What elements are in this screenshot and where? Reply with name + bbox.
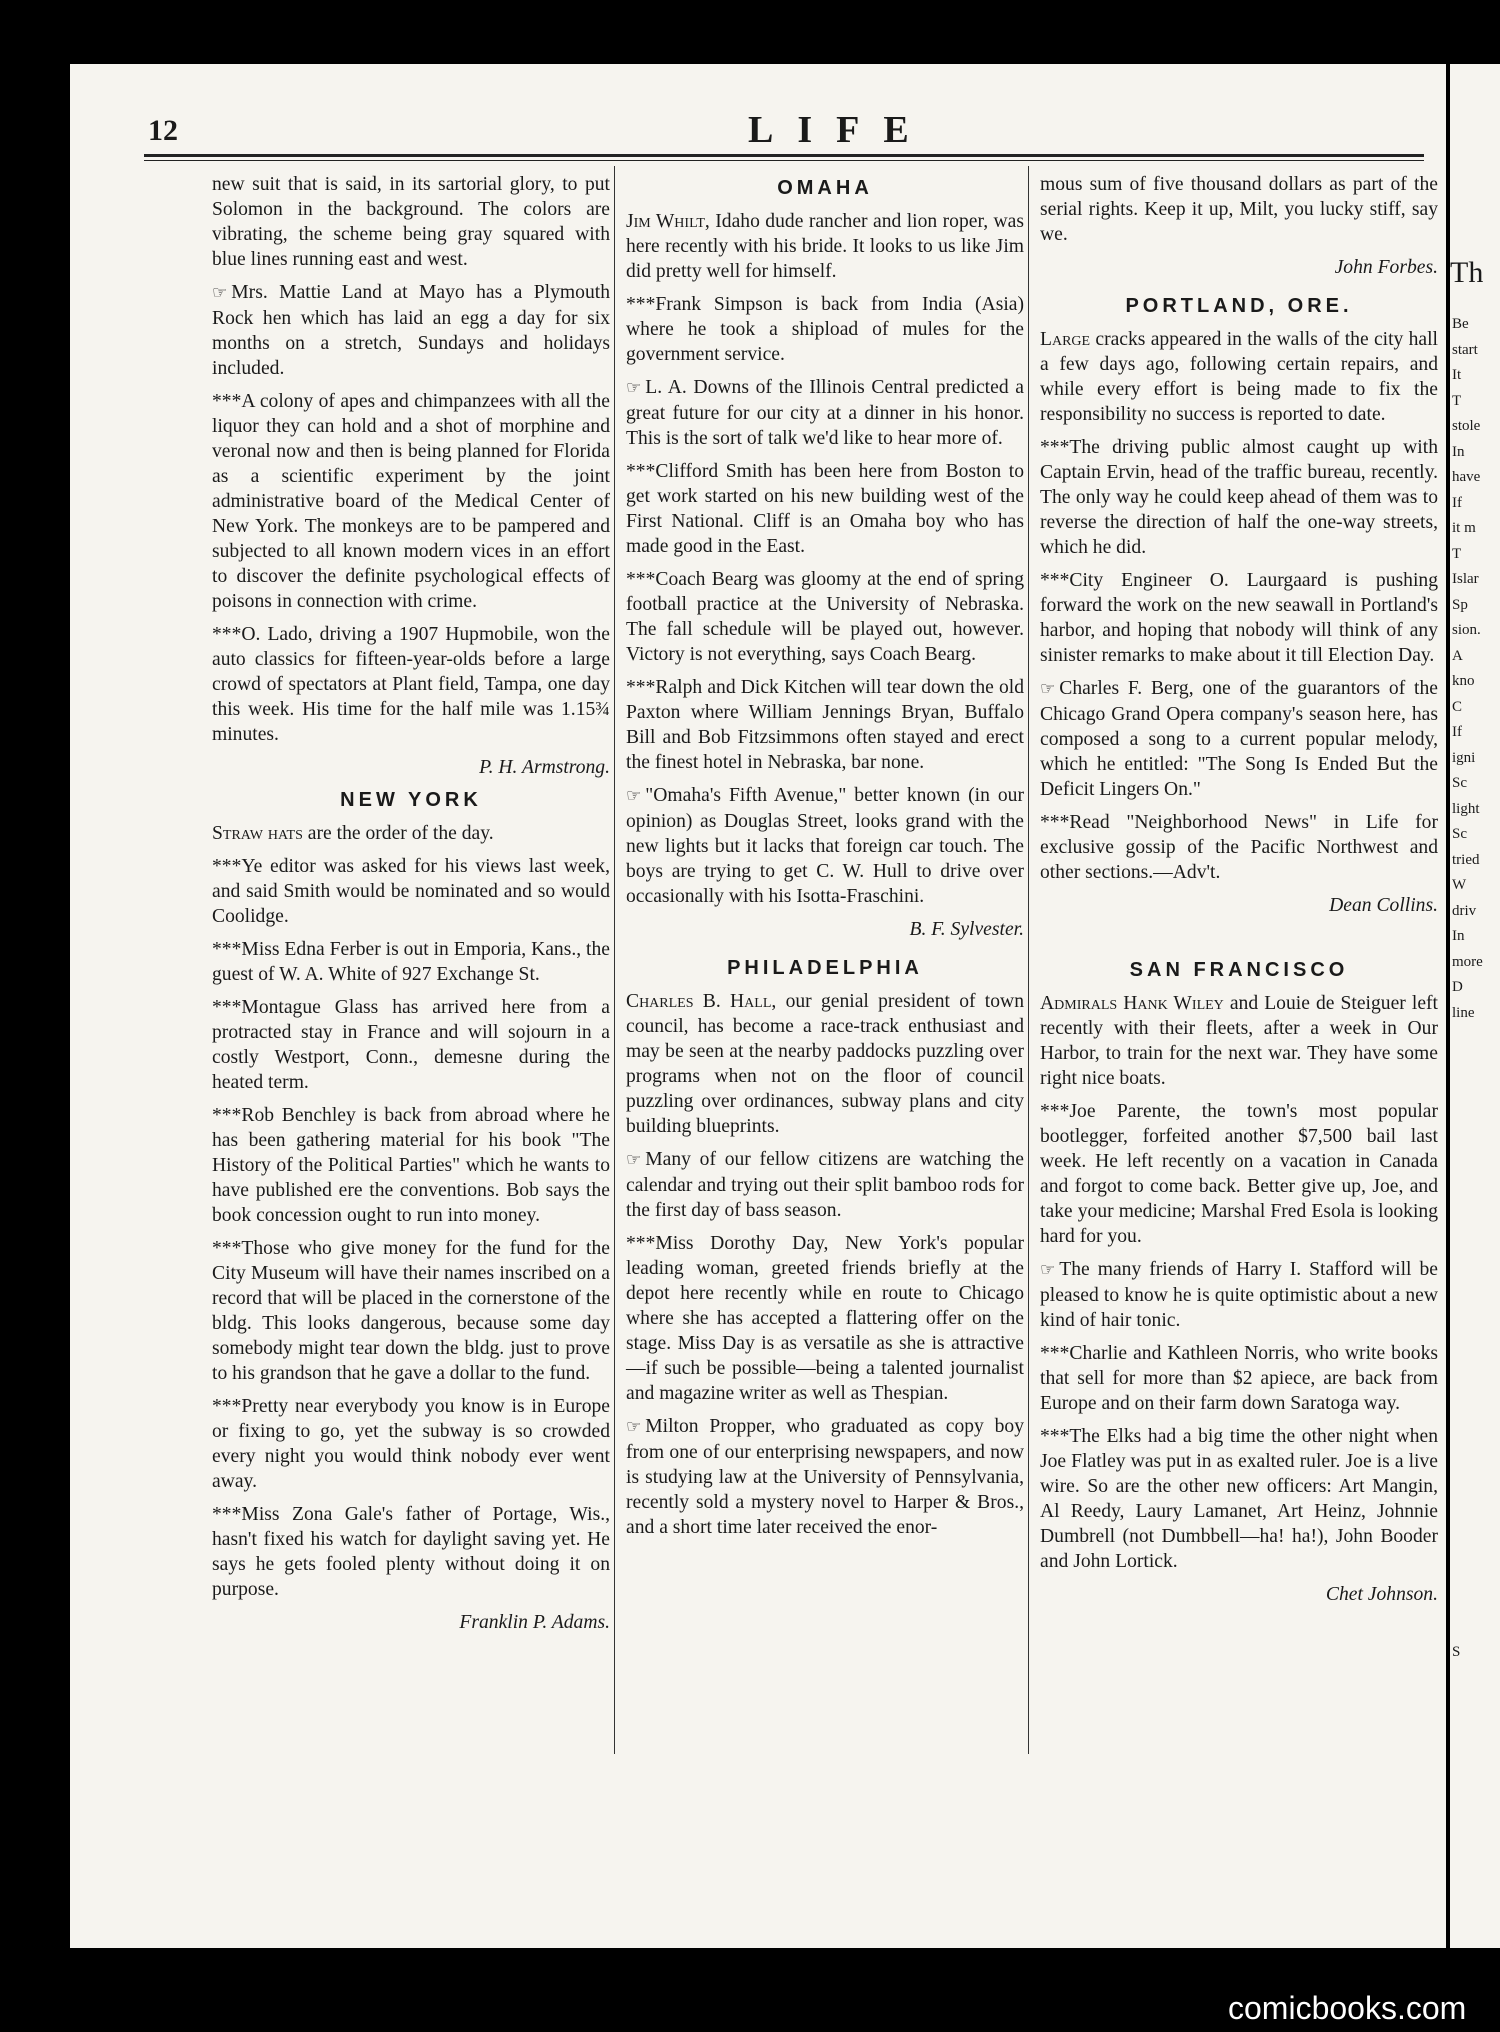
paragraph: ***A colony of apes and chimpanzees with all the liquor they can hold and a shot of morphine and veronal now and then is being planned for Florida as a scientific experiment by the joint administrative board of the Medical Center of New York. The monkeys are to be pampered and subjected to all known modern vices in an effort to discover the definite psychological effects of poisons in connection with crime. (212, 391, 610, 612)
adjacent-page-fragment: A (1452, 647, 1463, 664)
adjacent-page-fragment: C (1452, 698, 1463, 715)
paragraph: ***Montague Glass has arrived here from a protracted stay in France and will sojourn in a costly Westport, Conn., demesne during the heated term. (212, 997, 610, 1093)
header-rule-thin (144, 160, 1424, 161)
section-heading-portland: PORTLAND, ORE. (1125, 295, 1353, 317)
paragraph: ***Ye editor was asked for his views last week, and said Smith would be nominated and so would Coolidge. (212, 856, 610, 927)
paragraph: ☞ The many friends of Harry I. Stafford will be pleased to know he is quite optimistic about a new kind of hair tonic. (1040, 1259, 1438, 1331)
column-3 (1040, 172, 1438, 1615)
adjacent-page-fragment: Be (1452, 316, 1469, 332)
adjacent-page-fragment: It (1452, 367, 1462, 383)
paragraph: ***Joe Parente, the town's most popular bootlegger, forfeited another $7,500 bail last week. He left recently on a vacation in Canada and forgot to come back. Better give up, Joe, and take your medicine; Marshal Fred Esola is looking hard for you. (1040, 1101, 1438, 1247)
adjacent-page-fragment: tried (1452, 851, 1480, 868)
paragraph: ***The driving public almost caught up with Captain Ervin, head of the traffic bureau, recently. The only way he could keep ahead of them was to reverse the direction of half the one-way streets, which he did. (1040, 437, 1438, 558)
paragraph: ***Ralph and Dick Kitchen will tear down the old Paxton where William Jennings Bryan, Buffalo Bill and Bob Fitzsimmons often stayed and erect the finest hotel in Nebraska, bar none. (626, 677, 1024, 773)
section-heading-san-francisco: SAN FRANCISCO (1129, 959, 1349, 981)
paragraph: ☞ L. A. Downs of the Illinois Central predicted a great future for our city at a dinner in his honor. This is the sort of talk we'd like to hear more of. (626, 377, 1024, 449)
column-1 (212, 172, 610, 1643)
byline: John Forbes. (1334, 257, 1438, 278)
pointing-hand-icon: ☞ (626, 786, 642, 806)
watermark: comicbooks.com (1228, 1990, 1467, 2026)
pointing-hand-icon: ☞ (626, 1417, 642, 1437)
adjacent-page-fragment: igni (1452, 749, 1476, 766)
adjacent-page-fragment: Sc (1452, 775, 1467, 791)
page-number: 12 (148, 114, 178, 147)
paragraph: Charles B. Hall, our genial president of town council, has become a race-track enthusiast and may be seen at the nearby paddocks puzzling over programs when not on the floor of council puzzling over ordinances, subway plans and city building blueprints. (626, 991, 1024, 1137)
adjacent-page-fragment: more (1452, 953, 1483, 970)
adjacent-page-fragment: In (1452, 443, 1465, 460)
byline: Dean Collins. (1329, 895, 1438, 916)
byline: Chet Johnson. (1325, 1584, 1438, 1605)
adjacent-page-fragment: have (1452, 469, 1481, 485)
pointing-hand-icon: ☞ (212, 283, 228, 303)
paragraph: ***Charlie and Kathleen Norris, who write books that sell for more than $2 apiece, are back from Europe and on their farm down Saratoga way. (1040, 1343, 1438, 1414)
adjacent-page-fragment: line (1452, 1004, 1475, 1021)
column-divider (614, 166, 615, 1754)
paragraph: Large cracks appeared in the walls of the city hall a few days ago, following certain repairs, and while every effort is being made to fix the responsibility no success is reported to date. (1040, 329, 1438, 425)
paragraph: ***Coach Bearg was gloomy at the end of spring football practice at the University of Nebraska. The fall schedule will be played out, however. Victory is not everything, says Coach Bearg. (626, 569, 1024, 665)
byline: B. F. Sylvester. (909, 919, 1024, 940)
adjacent-page-fragment: sion. (1452, 622, 1481, 638)
pointing-hand-icon: ☞ (626, 378, 642, 398)
paragraph: Straw hats are the order of the day. (212, 823, 494, 844)
adjacent-page-fragment: Sp (1452, 596, 1468, 613)
adjacent-page-fragment: Sc (1452, 826, 1467, 842)
adjacent-page-fragment: T (1452, 392, 1462, 409)
adjacent-page-fragment: it m (1452, 520, 1476, 536)
adjacent-page-fragment: light (1452, 800, 1480, 817)
adjacent-page-fragment: T (1452, 545, 1462, 562)
paragraph: ☞ Milton Propper, who graduated as copy boy from one of our enterprising newspapers, and now is studying law at the University of Pennsylvania, recently sold a mystery novel to Harper & Bros., and a short time later received the enor- (626, 1416, 1024, 1538)
byline: P. H. Armstrong. (479, 757, 610, 778)
column-2 (626, 172, 1024, 1548)
paragraph: ***Miss Edna Ferber is out in Emporia, Kans., the guest of W. A. White of 927 Exchange St. (212, 939, 610, 985)
adjacent-page-fragment: If (1452, 724, 1462, 740)
paragraph: ***The Elks had a big time the other night when Joe Flatley was put in as exalted ruler. Joe is a live wire. So are the other new officers: Art Mangin, Al Reedy, Laury Lamanet, Art Heinz, Johnnie Dumbrell (not Dumbbell—ha! ha!), John Booder and John Lortick. (1040, 1426, 1438, 1572)
paragraph: ***Clifford Smith has been here from Boston to get work started on his new building west of the First National. Cliff is an Omaha boy who has made good in the East. (626, 461, 1024, 557)
paragraph: ***Rob Benchley is back from abroad where he has been gathering material for his book "The History of the Political Parties" which he wants to have published ere the conventions. Bob says the book concession ought to run into money. (212, 1105, 610, 1226)
paragraph: ***Miss Dorothy Day, New York's popular leading woman, greeted friends briefly at the depot here recently while en route to Chicago where she has accepted a flattering offer on the stage. Miss Day is as versatile as she is attractive—if such be possible—being a talented journalist and magazine writer as well as Thespian. (626, 1233, 1024, 1404)
header-rule (144, 154, 1424, 157)
adjacent-page-fragment: S (1452, 1644, 1461, 1660)
paragraph: ***Read "Neighborhood News" in Life for exclusive gossip of the Pacific Northwest and other sections.—Adv't. (1040, 812, 1438, 883)
paragraph: ***Miss Zona Gale's father of Portage, Wis., hasn't fixed his watch for daylight saving yet. He says he gets fooled plenty without doing it on purpose. (212, 1504, 610, 1600)
paragraph: ***City Engineer O. Laurgaard is pushing forward the work on the new seawall in Portland's harbor, and hoping that nobody will think of any sinister remarks to make about it till Election Day. (1040, 570, 1438, 666)
adjacent-page-fragment: kno (1452, 673, 1475, 689)
adjacent-page-fragment: driv (1452, 902, 1477, 919)
adjacent-page-fragment: D (1452, 979, 1463, 995)
paragraph: ☞ Mrs. Mattie Land at Mayo has a Plymouth Rock hen which has laid an egg a day for six months on a stretch, Sundays and holidays included. (212, 282, 610, 379)
pointing-hand-icon: ☞ (1040, 679, 1056, 699)
adjacent-page-fragment: In (1452, 928, 1465, 944)
adjacent-page-fragment: W (1452, 877, 1467, 893)
byline: Franklin P. Adams. (459, 1612, 610, 1633)
adjacent-page-fragment: stole (1452, 418, 1481, 434)
section-heading-omaha: OMAHA (777, 177, 873, 199)
adjacent-page-heading: Th (1450, 256, 1484, 289)
paragraph: ***Pretty near everybody you know is in Europe or fixing to go, yet the subway is so crowded every night you would think nobody ever went away. (212, 1396, 610, 1492)
paragraph: new suit that is said, in its sartorial glory, to put Solomon in the background. The colors are vibrating, the scheme being gray squared with blue lines running east and west. (212, 174, 610, 270)
paragraph: ***Those who give money for the fund for the City Museum will have their names inscribed on a record that will be placed in the cornerstone of the bldg. This looks dangerous, because some day somebody might tear down the bldg. just to prove to his grandson that he gave a dollar to the fund. (212, 1238, 610, 1384)
adjacent-page-fragment: Islar (1452, 571, 1479, 587)
paragraph: mous sum of five thousand dollars as part of the serial rights. Keep it up, Milt, you lucky stiff, say we. (1040, 174, 1438, 245)
paragraph: ☞ Charles F. Berg, one of the guarantors of the Chicago Grand Opera company's season here, has composed a song to a current popular melody, which he entitled: "The Song Is Ended But the Deficit Lingers On." (1040, 678, 1438, 800)
column-divider (1028, 166, 1029, 1754)
paragraph: ☞ Many of our fellow citizens are watching the calendar and trying out their split bamboo rods for the first day of bass season. (626, 1149, 1024, 1221)
pointing-hand-icon: ☞ (626, 1150, 642, 1170)
adjacent-page-edge (1450, 64, 1500, 1948)
section-heading-new-york: NEW YORK (340, 789, 482, 811)
paragraph: ***Frank Simpson is back from India (Asia) where he took a shipload of mules for the government service. (626, 294, 1024, 365)
magazine-title: LIFE (748, 109, 933, 151)
adjacent-page-fragment: start (1452, 341, 1478, 358)
paragraph: Jim Whilt, Idaho dude rancher and lion roper, was here recently with his bride. It looks to us like Jim did pretty well for himself. (626, 211, 1025, 282)
paragraph: ***O. Lado, driving a 1907 Hupmobile, won the auto classics for fifteen-year-olds before a large crowd of spectators at Plant field, Tampa, one day this week. His time for the half mile was 1.15¾ minutes. (212, 624, 610, 745)
adjacent-page-fragment: If (1452, 494, 1462, 511)
section-heading-philadelphia: PHILADELPHIA (727, 957, 923, 979)
paragraph: ☞ "Omaha's Fifth Avenue," better known (in our opinion) as Douglas Street, looks grand with the new lights but it lacks that foreign car touch. The boys are trying to get C. W. Hull to drive over occasionally with his Isotta-Fraschini. (626, 785, 1024, 907)
pointing-hand-icon: ☞ (1040, 1260, 1056, 1280)
paragraph: Admirals Hank Wiley and Louie de Steiguer left recently with their fleets, after a week in Our Harbor, to train for the next war. They have some right nice boats. (1040, 993, 1438, 1089)
